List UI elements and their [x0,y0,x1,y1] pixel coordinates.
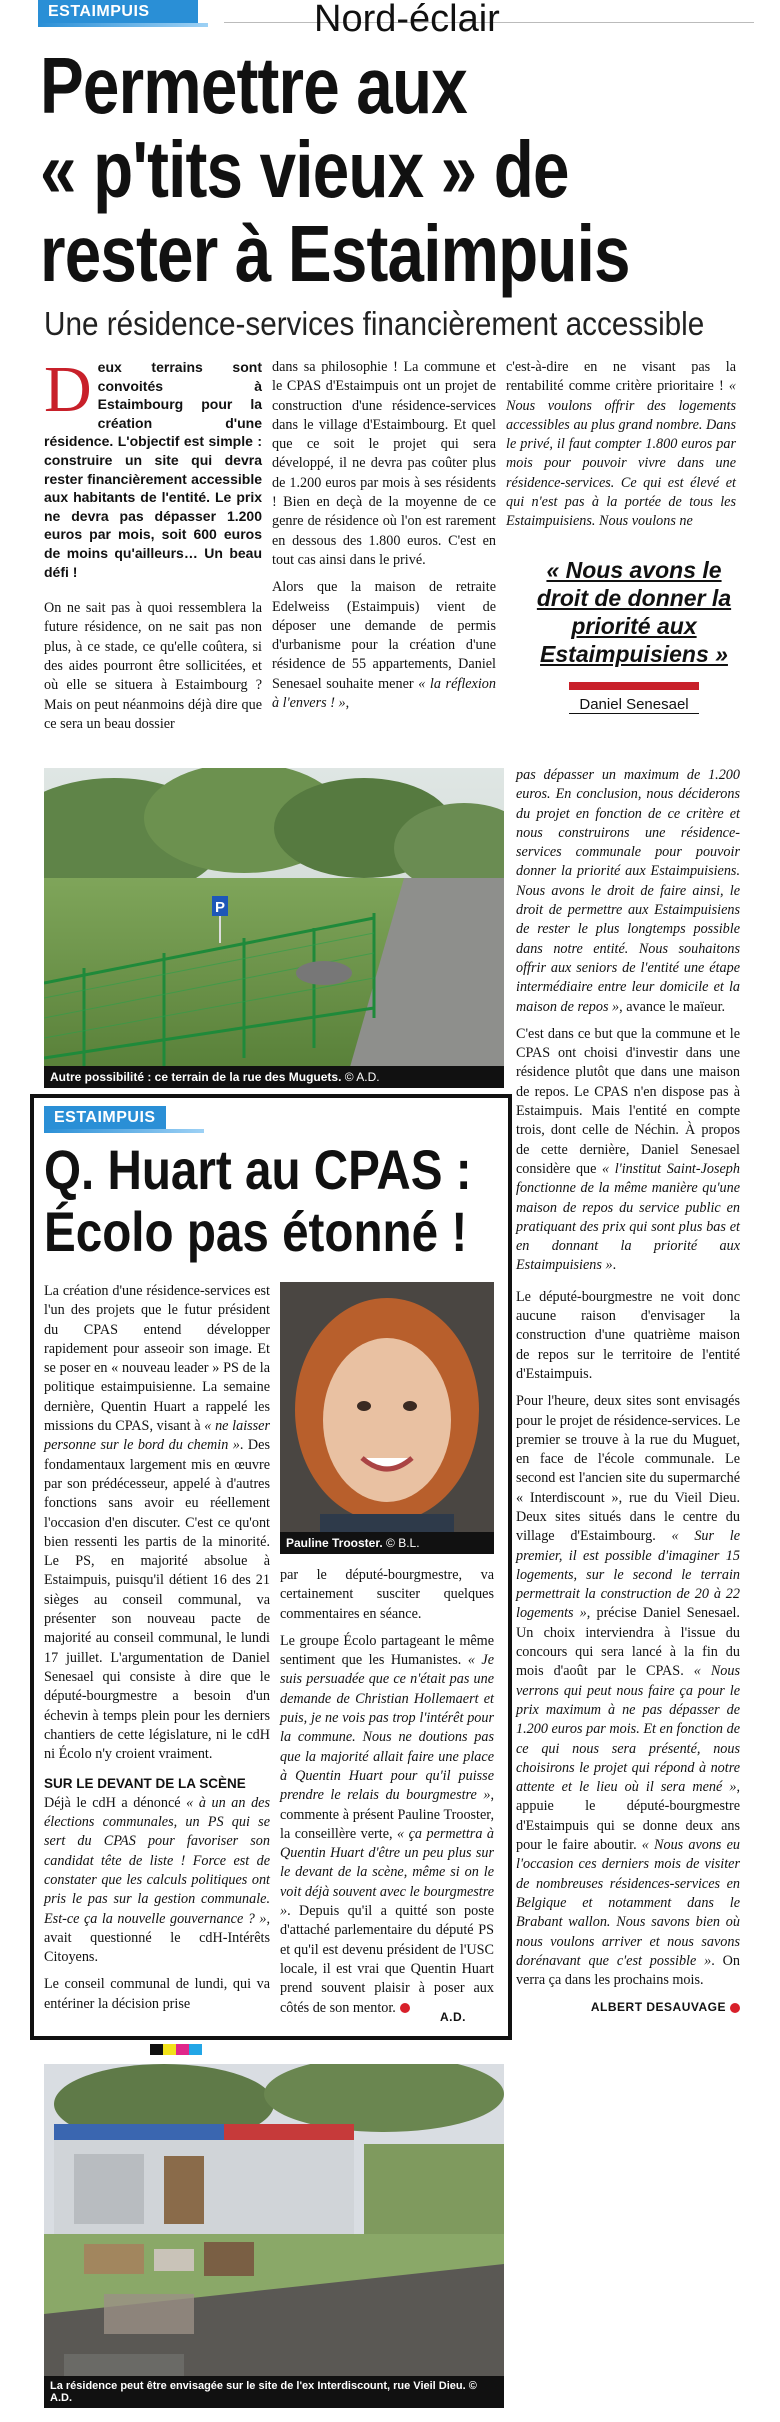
tag-underline [38,23,208,27]
article2-tag-underline [44,1129,204,1133]
article2-signature: A.D. [440,2010,466,2024]
photo-portrait [280,1282,494,1554]
article2-headline-line-2: Écolo pas étonné ! [44,1200,468,1263]
article2-column-2 [280,1566,494,2026]
paragraph: On ne sait pas à quoi ressemblera la future résidence, on ne sait pas non plus, à ce stade, ce qu'elle coûtera, si des aides pourront être sollicitées, et où elle se situera à Estaimbourg ? Mais on peut néanmoins déjà dire que ce sera un beau dossier [44,600,262,732]
paragraph: Le conseil communal de lundi, qui va entériner la décision prise [44,1976,270,2012]
svg-text:P: P [215,899,226,916]
article1-column-2 [272,358,496,721]
lead-paragraph: Deux terrains sont convoités à Estaimbourg pour la création d'une résidence. L'objectif est simple : construire un site qui devra rester financièrement accessible aux habitants de l'entité. Le prix ne devra pas dépasser 1.200 euros par mois, soit 600 euros de moins qu'ailleurs… Un beau défi ! [44,353,262,580]
photo-portrait-caption: Pauline Trooster. © B.L. [280,1532,494,1554]
photo-grass-lot-image [44,768,504,1088]
photo-grass-lot [44,768,504,1088]
newspaper-name: Nord-éclair [314,0,500,40]
article2-subhead: SUR LE DEVANT DE LA SCÈNE [44,1776,246,1792]
paragraph: par le député-bourgmestre, va certainement susciter quelques commentaires en séance. [280,1567,494,1622]
paragraph: Déjà le cdH a dénoncé « à un an des élections communales, un PS qui se sert du CPAS pour favoriser son candidat tête de liste ! Force est de constater que les calculs politiques ont pris le pas sur la gestion communale. Est-ce ça la nouvelle gouvernance ? », avait questionné le cdH-Intérêts Citoyens. [44,1794,270,1966]
paragraph: Alors que la maison de retraite Edelweiss (Estaimpuis) vient de déposer une demande de permis d'urbanisme pour la création d'une résidence de 55 appartements, Daniel Senesael souhaite mener « la réflexion à l'envers ! », [272,579,496,712]
paragraph: pas dépasser un maximum de 1.200 euros. En conclusion, nous déciderons du projet en fonction de ce critère et nous construirons une résidence-services communale pour pouvoir donner la priorité aux Estaimpuisiens. Nous avons le droit de faire ainsi, le droit de permettre aux Estaimpuisiens de rester le plus longtemps possible dans notre entité. Nous souhaitons offrir aux seniors de l'entité une étape intermédiaire entre leur domicile et la maison de repos », avance le maïeur. [516,767,740,1015]
article2-column-1 [44,1282,270,2022]
article2-section-tag: ESTAIMPUIS [44,1106,166,1130]
paragraph: c'est-à-dire en ne visant pas la rentabilité comme critère prioritaire ! « Nous voulons offrir des logements accessibles au plus grand nombre. Dans le privé, il faut compter 1.800 euros par mois pour pouvoir vivre dans une résidence-services. Ce qui est élevé et qui n'est pas à la portée de tous les Estaimpuisiens. Nous voulons ne [506,359,736,530]
photo-grass-lot-caption: Autre possibilité : ce terrain de la rue des Muguets. © A.D. [44,1066,504,1088]
end-mark-icon [730,2003,740,2013]
section-tag: ESTAIMPUIS [38,0,198,24]
pull-quote-author: Daniel Senesael [569,690,699,714]
color-registration-marks [150,2042,202,2060]
subheadline: Une résidence-services financièrement accessible [44,305,705,342]
paragraph: dans sa philosophie ! La commune et le CPAS d'Estaimpuis ont un projet de construction d'une résidence-services dans le village d'Estaimbourg. Et quel que ce soit le projet qui sera développé, il ne devra pas coûter plus de 1.200 euros par mois à ses résidents ! Bien en deçà de la moyenne de ce genre de résidence où l'on est rarement en dessous des 1.800 euros. C'est en tout cas ainsi dans le privé. [272,359,496,568]
paragraph: Pour l'heure, deux sites sont envisagés pour le projet de résidence-services. Le premier se trouve à la rue du Muguet, en face de l'école communale. Le second est l'ancien site du supermarché « Interdiscount », rue du Vieil Dieu. Deux sites situés dans le centre du village d'Estaimbourg. « Sur le premier, il est possible d'imaginer 15 logements, sur le second le terrain permettrait la construction de 20 à 22 logements », précise Daniel Senesael. Un choix interviendra à l'issue du concours qui sera lancé à la fin du mois d'août par le CPAS. « Nous verrons qui peut nous faire ça pour le prix maximum à ne pas dépasser de 1.200 euros par mois. Et en fonction de ce qui nous sera présenté, nous choisirons le projet qui répond à notre attente et le lieu où il sera mené », appuie le député-bourgmestre d'Estaimpuis qui se donne deux ans pour le faire aboutir. « Nous avons eu l'occasion ces derniers mois de visiter de nombreuses résidences-services en Belgique et notamment dans le Brabant wallon. Nous savons bien où nous voulons arriver et nous savons dorénavant que c'est possible ». On verra ça dans les prochains mois. [516,1393,740,1989]
photo-former-supermarket [44,2064,504,2408]
headline-line-3: rester à Estaimpuis [40,209,630,298]
pull-quote-text: « Nous avons le droit de donner la priorité aux Estaimpuisiens » [536,557,732,667]
photo-portrait-image [280,1282,494,1554]
article2-headline-line-1: Q. Huart au CPAS : [44,1138,472,1201]
paragraph: Le groupe Écolo partageant le même sentiment que les Humanistes. « Je suis persuadée que ce n'était pas une demande de Christian Hollemaert et puis, je ne vois pas trop l'intérêt pour la commune. Nous ne doutions pas que la majorité allait faire une place à Quentin Huart pour qu'il puisse prendre le relais du bourgmestre », commente à présent Pauline Trooster, la conseillère verte, « ça permettra à Quentin Huart d'être un peu plus sur le devant de la scène, même si on le voit déjà souvent avec le bourgmestre ». Depuis qu'il a quitté son poste d'attaché parlementaire du député PS et qu'il est devenu président de l'USC locale, il est vrai que Quentin Huart prend souvent plaisir à poser aux côtés de son mentor. [280,1632,494,2016]
article1-column-3-top [506,358,736,540]
paragraph: La création d'une résidence-services est l'un des projets que le futur président du CPAS entend développer rapidement pour asseoir son image. Et se poser en « nouveau leader » PS de la politique estaimpuisienne. La semaine dernière, Quentin Huart a rappelé les missions du CPAS, visant à « ne laisser personne sur le bord du chemin ». Des fondamentaux largement mis en œuvre par son prédécesseur, appelé à d'autres fonctions sans avoir eu réellement l'occasion d'en discuter. C'est ce qu'ont bien ressenti les partis de la minorité. Le PS, en majorité absolue à Estaimpuis, puisqu'il détient 16 des 21 sièges au conseil communal, va présenter son nouveau pacte de majorité au conseil communal, le lundi 17 juillet. L'argumentation de Daniel Senesael qui consiste à dire que le député-bourgmestre a besoin d'un échevin à temps plein pour les derniers chantiers de cette législature, ni le cdH ni Écolo n'y croient vraiment. [44,1283,271,1763]
headline-line-2: « p'tits vieux » de [40,125,569,214]
section-tag-bar [38,0,198,24]
photo-former-supermarket-caption: La résidence peut être envisagée sur le site de l'ex Interdiscount, rue Vieil Dieu. © A.D. [44,2376,504,2408]
paragraph: Le député-bourgmestre ne voit donc aucune raison d'envisager la construction d'une quatrième maison de repos sur le territoire de l'entité d'Estaimpuis. [516,1288,740,1382]
paragraph: C'est dans ce but que la commune et le CPAS ont choisi d'investir dans une résidence plutôt que dans une maison de repos. Le CPAS n'en dispose pas à Estaimpuis. Mais l'entité en compte trois, dont celle de Néchin. À propos de cette dernière, Daniel Senesael considère que « l'institut Saint-Joseph fonctionne de la même manière qu'une maison de repos du service public en pratiquant des prix qui sont plus bas et en donnant la priorité aux Estaimpuisiens ». [516,1025,740,1274]
article1-column-1 [44,353,262,742]
article1-signature: ALBERT DESAUVAGE [516,1998,740,2017]
article1-column-3-bottom [516,766,740,2018]
end-mark-icon [400,2003,410,2013]
drop-cap: D [44,353,92,426]
pull-quote [528,556,740,714]
photo-former-supermarket-image [44,2064,504,2408]
article2-tag-wrap [44,1106,166,1130]
pull-quote-bar [569,682,699,690]
headline-line-1: Permettre aux [40,41,467,130]
